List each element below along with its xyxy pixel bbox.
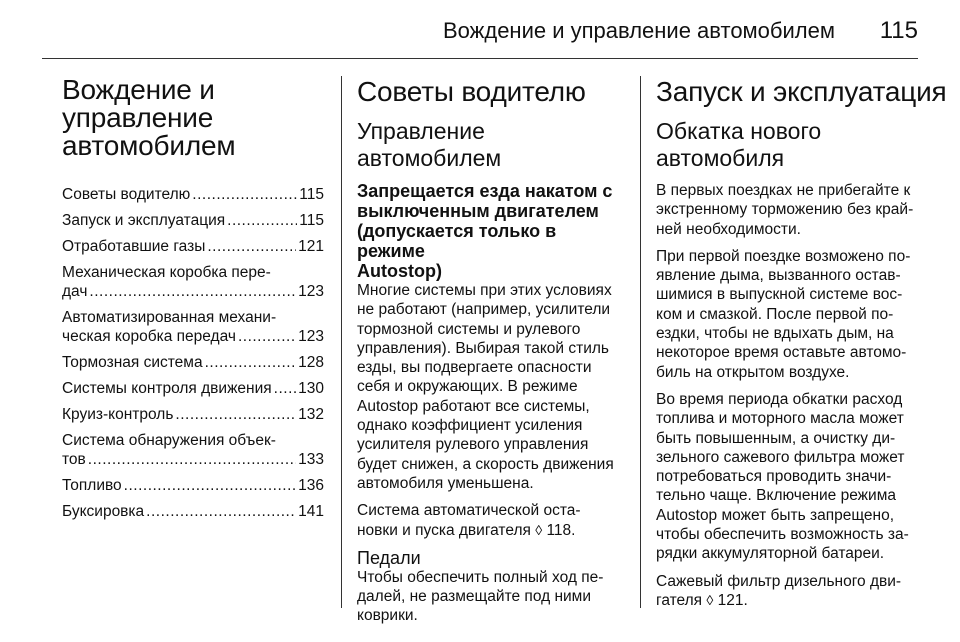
toc-entry[interactable]	[62, 476, 324, 495]
toc-entry-page: 133	[298, 451, 324, 468]
topic-title-coasting: Запрещается езда накатом с выключенным двигателем (допускается только в режиме Autostop)	[357, 181, 613, 281]
paragraph-smoke	[656, 247, 924, 382]
text-line: езды, вы подвергаете опасности	[357, 359, 592, 377]
subsection-title-break-in: Обкатка нового автомобиля	[656, 118, 822, 171]
paragraph-braking	[656, 181, 924, 239]
text-line: чтобы обеспечить возможность за-	[656, 526, 909, 544]
toc-entry[interactable]	[62, 405, 324, 424]
text-line: тельно чаще. Включение режима	[656, 487, 896, 505]
toc-entry-page: 128	[298, 354, 324, 371]
text-line: коврики.	[357, 607, 418, 625]
text-line: шимися в выпускной системе вос-	[656, 286, 903, 304]
toc-leader-dots	[124, 476, 296, 495]
toc-entry-page: 123	[298, 328, 324, 345]
toc-leader-dots	[89, 282, 296, 301]
start-operation-column	[656, 76, 947, 618]
text-line: Во время периода обкатки расход	[656, 390, 903, 408]
cross-reference-icon: ◊	[535, 521, 543, 538]
toc-leader-dots	[205, 353, 297, 372]
page-reference-link[interactable]: 118.	[546, 521, 576, 539]
text-line: явление дыма, вызванного остав-	[656, 267, 901, 285]
text-line: автомобиля уменьшена.	[357, 474, 534, 492]
toc-entry-label: Запуск и эксплуатация	[62, 212, 226, 229]
toc-entry-label: Советы водителю	[62, 186, 191, 203]
text-line: рядки аккумуляторной батареи.	[656, 545, 885, 563]
section-title-start-operation: Запуск и эксплуатация	[656, 76, 947, 107]
toc-entry-page: 123	[298, 283, 324, 300]
chapter-column	[62, 76, 324, 528]
toc-leader-dots	[146, 502, 296, 521]
toc-entry-label: Буксировка	[62, 503, 145, 520]
table-of-contents	[62, 185, 324, 521]
toc-entry[interactable]	[62, 211, 324, 230]
toc-entry-page: 130	[298, 380, 324, 397]
text-line: Autostop может быть запрещено,	[656, 506, 895, 524]
text-line: управления). Выбирая такой стиль	[357, 339, 609, 357]
text-line: топлива и моторного масла может	[656, 410, 904, 428]
toc-leader-dots	[175, 405, 296, 424]
paragraph-particle-filter: Сажевый фильтр дизельного дви- гателя ◊ 121.	[656, 572, 902, 609]
toc-entry-label: дач	[62, 283, 88, 300]
column-divider-1	[341, 76, 342, 608]
text-line: экстренному торможению без край-	[656, 201, 914, 219]
toc-entry-label: Круиз-контроль	[62, 406, 174, 423]
toc-entry[interactable]	[62, 431, 324, 469]
toc-entry-label: Отработавшие газы	[62, 238, 206, 255]
toc-entry-page: 141	[298, 503, 324, 520]
toc-entry-page: 136	[298, 477, 324, 494]
text-line: Чтобы обеспечить полный ход пе-	[357, 568, 604, 586]
text-line: Autostop работают все системы,	[357, 397, 590, 415]
toc-entry-page: 121	[298, 238, 324, 255]
text-line: потребоваться проводить значи-	[656, 468, 892, 486]
section-title-driver-tips: Советы водителю	[357, 76, 586, 107]
text-line: ездки, чтобы не вдыхать дым, на	[656, 325, 894, 343]
text-line: далей, не размещайте под ними	[357, 588, 591, 606]
page-header	[0, 0, 960, 60]
toc-entry-label: Тормозная система	[62, 354, 203, 371]
toc-entry-label: Механическая коробка пере-	[62, 264, 271, 281]
toc-entry-label: Системы контроля движения	[62, 380, 272, 397]
toc-leader-dots	[274, 379, 296, 398]
column-divider-2	[640, 76, 641, 608]
subsection-title-driving: Управление автомобилем	[357, 118, 502, 171]
toc-entry-page: 115	[299, 212, 324, 229]
paragraph-pedals	[357, 568, 625, 626]
toc-entry-label: Топливо	[62, 477, 122, 494]
toc-entry[interactable]	[62, 308, 324, 346]
running-title: Вождение и управление автомобилем	[442, 18, 835, 43]
page-number: 115	[879, 17, 918, 44]
paragraph-coasting	[357, 281, 625, 493]
page-reference-link[interactable]: 121.	[717, 591, 748, 609]
text-line: В первых поездках не прибегайте к	[656, 182, 911, 199]
toc-entry-page: 132	[298, 406, 324, 423]
toc-leader-dots	[207, 237, 296, 256]
text-line: биль на открытом воздухе.	[656, 363, 850, 381]
text-line: ком и смазкой. После первой по-	[656, 305, 894, 323]
toc-entry[interactable]	[62, 502, 324, 521]
text-line: ней необходимости.	[656, 220, 801, 238]
driver-tips-column	[357, 76, 625, 634]
toc-entry-label: Автоматизированная механи-	[62, 309, 277, 326]
text-line: будет снижен, а скорость движения	[357, 455, 614, 473]
paragraph-consumption	[656, 390, 924, 564]
toc-leader-dots	[192, 185, 297, 204]
toc-leader-dots	[227, 211, 297, 230]
text-line: однако коэффициент усиления	[357, 417, 583, 435]
header-rule	[42, 58, 918, 59]
chapter-title: Вождение и управление автомобилем	[62, 74, 236, 161]
text-line: Многие системы при этих условиях	[357, 282, 612, 299]
toc-entry[interactable]	[62, 237, 324, 256]
paragraph-autostop: Система автоматической оста- новки и пуска двигателя ◊ 118.	[357, 502, 581, 539]
cross-reference-icon: ◊	[706, 591, 714, 608]
toc-leader-dots	[88, 450, 296, 469]
toc-entry[interactable]	[62, 185, 324, 204]
text-line: себя и окружающих. В режиме	[357, 378, 578, 396]
topic-title-pedals: Педали	[357, 547, 421, 568]
toc-entry[interactable]	[62, 379, 324, 398]
text-line: При первой поездке возможено по-	[656, 247, 911, 265]
text-line: тормозной системы и рулевого	[357, 320, 581, 338]
toc-leader-dots	[238, 327, 296, 346]
toc-entry-label: Система обнаружения объек-	[62, 432, 276, 449]
text-line: усилителя рулевого управления	[357, 436, 589, 454]
toc-entry[interactable]	[62, 353, 324, 372]
toc-entry-label: ческая коробка передач	[62, 328, 236, 345]
toc-entry[interactable]	[62, 263, 324, 301]
text-line: быть повышенным, а очистку ди-	[656, 429, 896, 447]
toc-entry-page: 115	[299, 186, 324, 203]
text-line: не работают (например, усилители	[357, 301, 611, 319]
text-line: некоторое время оставьте автомо-	[656, 344, 907, 362]
toc-entry-label: тов	[62, 451, 86, 468]
text-line: зельного сажевого фильтра может	[656, 448, 905, 466]
